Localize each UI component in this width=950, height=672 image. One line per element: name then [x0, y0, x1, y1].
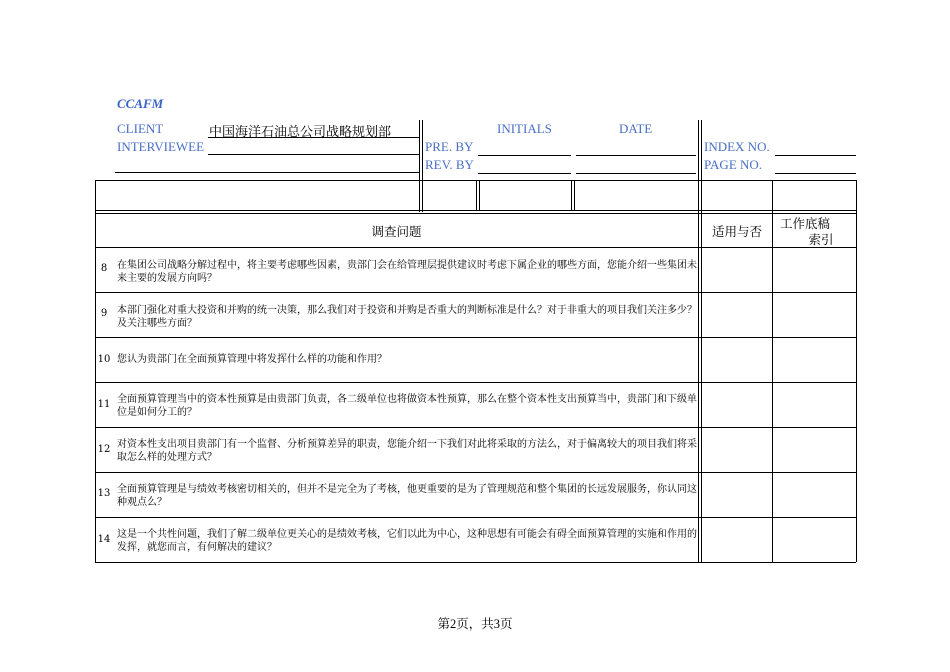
question-text: 在集团公司战略分解过程中，将主要考虑哪些因素，贵部门会在给管理层提供建议时考虑下属企业的哪些方面，您能介绍一些集团未来主要的发展方向吗？ [117, 260, 697, 284]
header-bottom-line-left [115, 172, 420, 173]
row-number: 12 [97, 444, 111, 455]
row-number: 13 [97, 488, 111, 499]
page-no-line [775, 173, 856, 174]
row-number: 9 [100, 308, 108, 319]
client-underline [208, 137, 420, 138]
question-text: 本部门强化对重大投资和并购的统一决策，那么我们对于投资和并购是否重大的判断标准是什么？对于非重大的项目我们关注多少？及关注哪些方面？ [117, 305, 697, 329]
row-number: 11 [97, 399, 111, 410]
row-divider [95, 337, 856, 338]
column-header-question: 调查问题 [371, 224, 422, 239]
sign-row-divider-2 [571, 180, 575, 211]
row-divider [95, 292, 856, 293]
pre-by-initials-line [478, 155, 571, 156]
question-text: 对资本性支出项目贵部门有一个监督、分析预算差异的职责，您能介绍一下我们对此将采取的方法么，对于偏离较大的项目我们将采取怎么样的处理方式？ [117, 439, 697, 463]
column-header-applicable: 适用与否 [711, 224, 762, 239]
header-divider-right [698, 120, 702, 562]
header-divider-left [419, 120, 423, 212]
row-divider [95, 427, 856, 428]
sign-row-divider-1 [476, 180, 480, 211]
interviewee-label: INTERVIEWEE [117, 139, 205, 154]
row-number: 10 [97, 354, 111, 365]
page-indicator: 第2页，共3页 [437, 617, 513, 631]
pre-by-label: PRE. BY [425, 139, 474, 154]
rev-by-initials-line [478, 173, 571, 174]
date-label: DATE [619, 121, 653, 136]
initials-label: INITIALS [497, 121, 552, 136]
interviewee-underline [208, 154, 420, 155]
question-text: 全面预算管理是与绩效考核密切相关的，但并不是完全为了考核，他更重要的是为了管理规范和整个集团的长远发展服务，你认同这种观点么？ [117, 484, 697, 508]
row-divider [95, 382, 856, 383]
row-number: 8 [100, 263, 108, 274]
client-label: CLIENT [117, 121, 164, 136]
question-text: 您认为贵部门在全面预算管理中将发挥什么样的功能和作用？ [117, 354, 387, 365]
table-right-border [856, 180, 857, 562]
row-divider [95, 472, 856, 473]
row-number: 14 [97, 534, 111, 545]
column-header-workpaper-line1: 工作底稿 [779, 216, 830, 231]
row-divider [95, 517, 856, 518]
rev-by-label: REV. BY [425, 157, 474, 172]
client-value: 中国海洋石油总公司战略规划部 [209, 125, 392, 140]
question-text: 全面预算管理当中的资本性预算是由贵部门负责，各二级单位也将做资本性预算，那么在整个资本性支出预算当中，贵部门和下级单位是如何分工的？ [117, 394, 697, 418]
question-text: 这是一个共性问题，我们了解二级单位更关心的是绩效考核，它们以此为中心，这种思想有可能会有碍全面预算管理的实施和作用的发挥，就您而言，有何解决的建议？ [117, 529, 697, 553]
page-no-label: PAGE NO. [704, 157, 763, 172]
index-no-line [775, 155, 856, 156]
workpaper-column-line [772, 180, 773, 562]
column-header-top [95, 210, 856, 214]
table-bottom-border [95, 562, 856, 563]
column-header-bottom [95, 247, 856, 248]
index-no-label: INDEX NO. [704, 139, 770, 154]
rev-by-date-line [576, 173, 696, 174]
logo: CCAFM [117, 96, 164, 111]
column-header-workpaper-line2: 索引 [808, 232, 834, 247]
pre-by-date-line [576, 155, 696, 156]
